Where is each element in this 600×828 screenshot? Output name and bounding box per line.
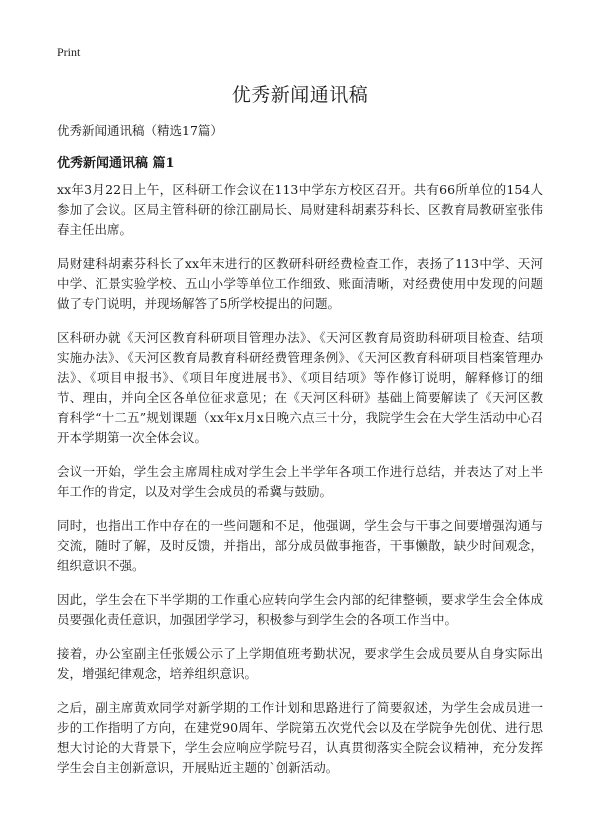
paragraph: 会议一开始，学生会主席周柱成对学生会上半学年各项工作进行总结，并表达了对上半年工作的肯定，以及对学生会成员的希冀与鼓励。 — [57, 464, 543, 499]
paragraph: 局财建科胡素芬科长了xx年末进行的区教研科研经费检查工作，表扬了113中学、天河中学、汇景实验学校、五山小学等单位工作细致、账面清晰，对经费使用中发现的问题做了专门说明，并现场解答了5所学校提出的问题。 — [57, 256, 543, 311]
paragraph: 接着，办公室副主任张媛公示了上学期值班考勤状况，要求学生会成员要从自身实际出发，增强纪律观念，培养组织意识。 — [57, 646, 543, 681]
print-link[interactable]: Print — [57, 45, 81, 59]
section-heading: 优秀新闻通讯稿 篇1 — [57, 156, 175, 171]
paragraph: 区科研办就《天河区教育科研项目管理办法》、《天河区教育局资助科研项目检查、结项实施办法》、《天河区教育局教育科研经费管理条例》、《天河区教育科研项目档案管理办法》、《项目申报书》、《项目年度进展书》、《项目结项》等作修订说明，解释修订的细节、理由，并向全区各单位征求意见；在《天河区科研》基础上简要解读了《天河区教育科学“十二五”规划课题（xx年x月x日晚六点三十分，我院学生会在大学生活动中心召开本学期第一次全体会议。 — [57, 330, 543, 445]
paragraph: 之后，副主席黄欢同学对新学期的工作计划和思路进行了简要叙述，为学生会成员进一步的工作指明了方向，在建党90周年、学院第五次党代会以及在学院争先创优、进行思想大讨论的大背景下，学生会应响应学院号召，认真贯彻落实全院会议精神，充分发挥学生会自主创新意识，开展贴近主题的`创新活动。 — [57, 700, 543, 775]
paragraph: 因此，学生会在下半学期的工作重心应转向学生会内部的纪律整顿，要求学生会全体成员要强化责任意识，加强团学学习，积极参与到学生会的各项工作当中。 — [57, 592, 543, 627]
paragraph: 同时，也指出工作中存在的一些问题和不足，他强调，学生会与干事之间要增强沟通与交流，随时了解，及时反馈，并指出，部分成员做事拖沓，干事懒散，缺少时间观念，组织意识不强。 — [57, 518, 543, 573]
document-title: 优秀新闻通讯稿 — [231, 84, 369, 106]
article-body — [57, 180, 543, 792]
document-subtitle: 优秀新闻通讯稿（精选17篇） — [57, 123, 223, 138]
paragraph: xx年3月22日上午，区科研工作会议在113中学东方校区召开。共有66所单位的154人参加了会议。区局主管科研的徐江副局长、局财建科胡素芬科长、区教育局教研室张伟春主任出席。 — [57, 182, 543, 237]
